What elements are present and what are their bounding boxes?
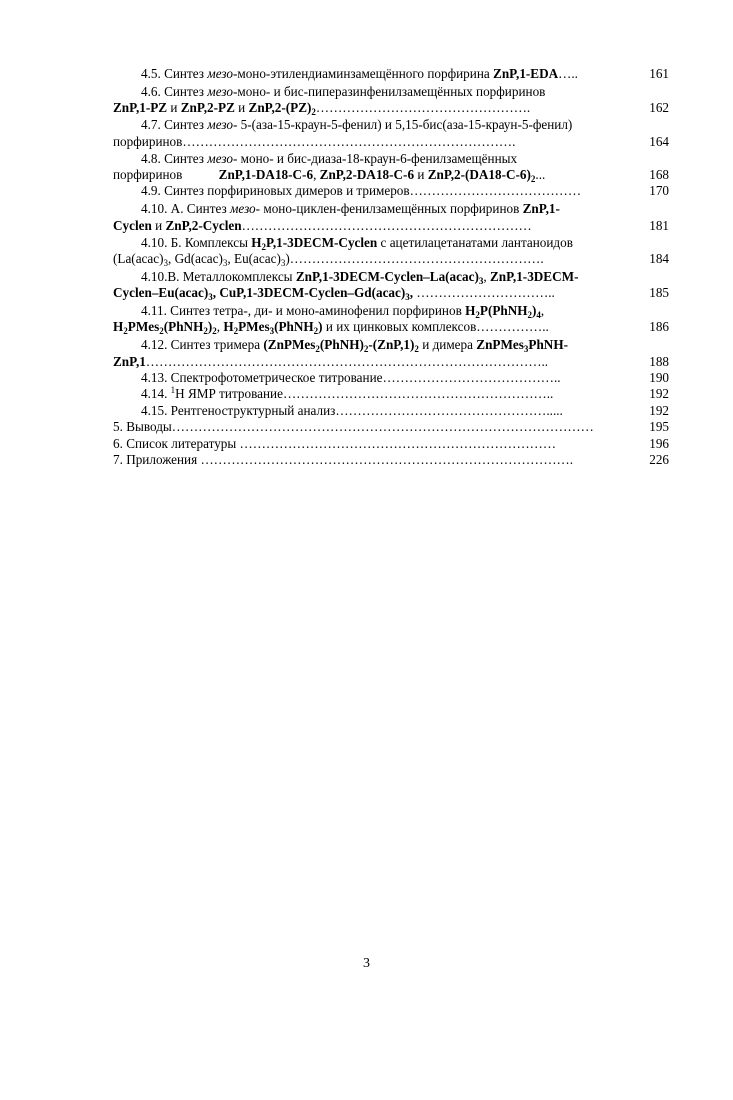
toc-entry-page: 184 — [649, 251, 669, 266]
toc-entry-text: ($La(acac)_3$, $Gd(acac)_3$, $Eu(acac)_3)\dots\dots\dots\dots\dots\dots\dots\dots\dots\dots\dots\dots\dots\dots\dots\dots\dots\dots\dots$. — [113, 251, 544, 268]
toc-entry-text: 4.10. А. Синтез мезо- моно-циклен-фенилзамещённых порфиринов ZnP,1- — [141, 201, 560, 216]
toc-entry-4-10b-line2 — [0, 251, 733, 267]
toc-entry-4-14 — [0, 386, 733, 402]
toc-entry-4-10v-line1 — [0, 269, 733, 285]
toc-entry-4-11-line2 — [0, 319, 733, 335]
toc-entry-7 — [0, 452, 733, 468]
toc-entry-text: 4.7. Синтез мезо- 5-(аза-15-краун-5-фенил) и 5,15-бис(аза-15-краун-5-фенил) — [141, 117, 573, 132]
toc-entry-4-8-line2 — [0, 167, 733, 183]
toc-entry-page: 164 — [649, 134, 669, 149]
toc-entry-page: 195 — [649, 419, 669, 434]
toc-entry-4-10v-line2 — [0, 285, 733, 301]
toc-entry-text: ZnP,1-PZ и ZnP,2-PZ и $ZnP,2-(PZ)_2\dots\dots\dots\dots\dots\dots\dots\dots\dots\dots\dots\dots\dots\dots\dots\dots$. — [113, 100, 531, 117]
toc-entry-4-6-line2 — [0, 100, 733, 116]
toc-entry-text: 4.13. Спектрофотометрическое титрование………………………………….. — [141, 370, 561, 385]
toc-entry-page: 185 — [649, 285, 669, 300]
toc-entry-text: порфиринов…………………………………………………………………. — [113, 134, 516, 149]
page-number: 3 — [363, 956, 370, 971]
toc-entry-text: 4.9. Синтез порфириновых димеров и тримеров………………………………… — [141, 183, 582, 198]
toc-entry-page: 186 — [649, 319, 669, 334]
toc-entry-text: 4.10. Б. Комплексы $H_2P,1-3DECM$-Cyclen с ацетилацетанатами лантаноидов — [141, 235, 573, 252]
toc-entry-4-12-line1 — [0, 337, 733, 353]
toc-entry-text: 4.8. Синтез мезо- моно- и бис-диаза-18-краун-6-фенилзамещённых — [141, 151, 518, 166]
toc-entry-text: 4.6. Синтез мезо-моно- и бис-пиперазинфенилзамещённых порфиринов — [141, 84, 546, 99]
toc-entry-page: 168 — [649, 167, 669, 182]
toc-entry-4-10a-line2 — [0, 218, 733, 234]
toc-entry-page: 181 — [649, 218, 669, 233]
toc-entry-text: 7. Приложения …………………………………………………………………………. — [113, 452, 574, 467]
toc-entry-4-11-line1 — [0, 303, 733, 319]
toc-entry-page: 196 — [649, 436, 669, 451]
toc-entry-4-8-line1 — [0, 151, 733, 167]
toc-entry-page: 188 — [649, 354, 669, 369]
toc-entry-text: 4.10.В. Металлокомплексы $ZnP,1-3DECM-Cyclen-La(acac)_3$, ZnP,1-3DECM- — [141, 269, 579, 286]
toc-entry-5 — [0, 419, 733, 435]
toc-entry-page: 170 — [649, 183, 669, 198]
toc-entry-page: 162 — [649, 100, 669, 115]
toc-entry-page: 192 — [649, 403, 669, 418]
toc-entry-4-9 — [0, 183, 733, 199]
toc-entry-page: 192 — [649, 386, 669, 401]
toc-entry-text: $H_2PMes_2(PhNH_2)_2$, $H_2PMes_3(PhNH_2)$ и их цинковых комплексов…………….. — [113, 319, 549, 336]
toc-entry-text: ZnP,1……………………………………………………………………………….. — [113, 354, 549, 369]
toc-entry-4-6-line1 — [0, 84, 733, 100]
toc-entry-text: Cyclen и ZnP,2-Cyclen………………………………………………………… — [113, 218, 532, 233]
toc-entry-4-10a-line1 — [0, 201, 733, 217]
toc-entry-4-15 — [0, 403, 733, 419]
toc-entry-text: 4.12. Синтез тримера ($ZnPMes_2(PhNH)_2-(ZnP,1)_2$ и димера ZnPMes$_3$PhNH- — [141, 337, 568, 354]
toc-entry-4-12-line2 — [0, 354, 733, 370]
toc-entry-4-10b-line1 — [0, 235, 733, 251]
toc-entry-text: 4.15. Рентгеноструктурный анализ…………………………………………..... — [141, 403, 563, 418]
toc-entry-text: 5. Выводы…………………………………………………………………………………… — [113, 419, 594, 434]
toc-entry-page: 190 — [649, 370, 669, 385]
toc-entry-text: Cyclen–$Eu(acac)_3$, $CuP,1-3DECM-Cyclen-Gd(acac)_3$, ………………………….. — [113, 285, 555, 302]
toc-entry-4-5 — [0, 66, 733, 82]
toc-entry-4-7-line2 — [0, 134, 733, 150]
toc-entry-page: 161 — [649, 66, 669, 81]
toc-entry-text: 4.11. Синтез тетра-, ди- и моно-аминофенил порфиринов $H_2P(PhNH_2)_4$, — [141, 303, 545, 320]
toc-entry-4-7-line1 — [0, 117, 733, 133]
toc-entry-text: 6. Список литературы ……………………………………………………………… — [113, 436, 557, 451]
toc-entry-text: 4.5. Синтез мезо-моно-этилендиаминзамещённого порфирина ZnP,1-EDA….. — [141, 66, 578, 81]
toc-entry-page: 226 — [649, 452, 669, 467]
toc-entry-text: порфиринов ZnP,1-DA18-C-6, ZnP,2-DA18-C-6 и $ZnP,2-(DA18-C-6)_2$... — [113, 167, 546, 184]
toc-entry-6 — [0, 436, 733, 452]
toc-entry-4-13 — [0, 370, 733, 386]
toc-entry-text: 4.14. $^1$H ЯМР титрование…………………………………………………….. — [141, 385, 554, 401]
